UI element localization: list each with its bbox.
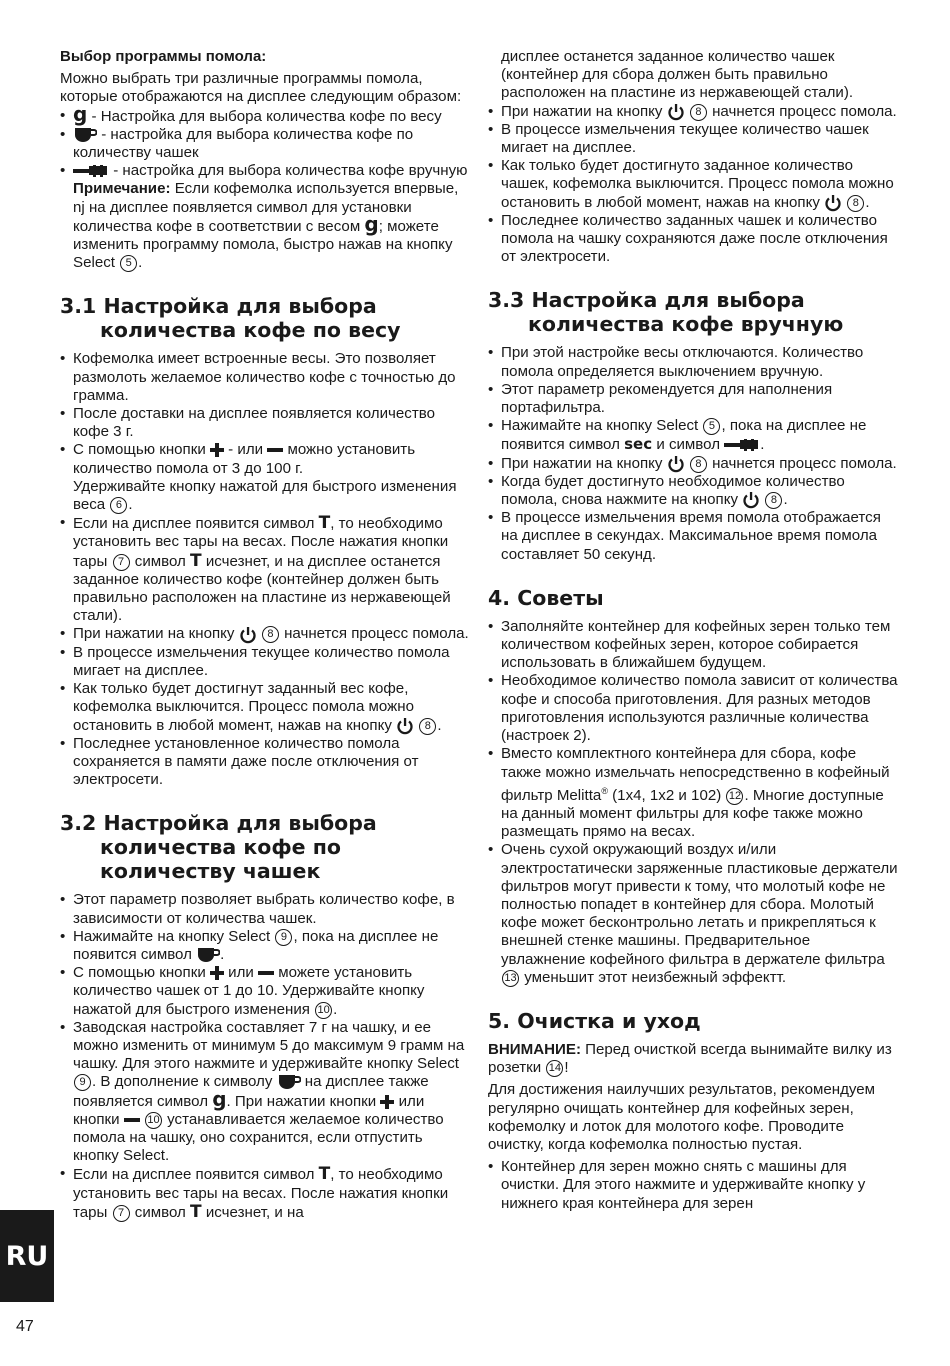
ref-9: 9 xyxy=(74,1074,91,1091)
grind-programs-note: Примечание: Если кофемолка используется впервые, nj на дисплее появляется символ для установки количества кофе в соответствии с весом g; можете изменить программу помола, быстро нажав на кнопку Select 5 . xyxy=(73,180,459,272)
list-item: • Кофемолка имеет встроенные весы. Это позволяет размолоть желаемое количество кофе с точностью до грамма. xyxy=(60,350,470,405)
tare-t-icon: T xyxy=(318,513,331,534)
section-3-3-list xyxy=(488,344,898,563)
section-3-2-heading: 3.2 Настройка для выбора количества кофе по количеству чашек xyxy=(60,811,377,884)
minus-icon xyxy=(267,443,283,457)
list-item: • Необходимое количество помола зависит от количества кофе и способа приготовления. Для разных методов приготовления используются различные количества (настроек 2). xyxy=(488,672,898,745)
minus-icon xyxy=(258,966,274,980)
list-item: • В процессе измельчения текущее количество чашек мигает на дисплее. xyxy=(488,121,898,157)
list-item: • В процессе измельчения текущее количество помола мигает на дисплее. xyxy=(60,644,470,680)
ref-12: 12 xyxy=(726,788,743,805)
list-item: • Очень сухой окружающий воздух и/или электростатически заряженные пластиковые держатели фильтров могут привести к тому, что молотый кофе не полностью попадет в контейнер для сбора. Молотый кофе может бесконтрольно летать и прикрепляться к внешней стенке машины. Предварительное увлажнение кофейного фильтра в держателе фильтра 13 уменьшит этот неизбежный эффектт. xyxy=(488,841,898,987)
section-3-1-list xyxy=(60,350,470,789)
weight-g-icon: g xyxy=(364,211,379,236)
continued-text: дисплее останется заданное количество чашек (контейнер для сбора должен быть правильно расположен на пластине из нержавеющей стали). xyxy=(501,48,854,102)
power-icon xyxy=(667,455,685,473)
list-item: • Заполняйте контейнер для кофейных зерен только тем количеством кофейных зерен, которое собирается использовать в ближайшем будущем. xyxy=(488,618,898,673)
cup-icon xyxy=(196,947,220,963)
list-item: • Заводская настройка составляет 7 г на чашку, и ее можно изменить от минимум 5 до максимум 9 грамм на чашку. Для этого нажмите и удерживайте кнопку Select 9 . В дополнение к символу на дисплее также появляется символ g. При нажатии кнопки или кнопки 10 устанавливается желаемое количество помола на чашку, оно сохранится, если отпустить кнопку Select. xyxy=(60,1019,470,1166)
plus-icon xyxy=(380,1095,394,1109)
ref-5: 5 xyxy=(703,418,720,435)
list-item: • Если на дисплее появится символ T, то необходимо установить вес тары на весах. После нажатия кнопки тары 7 символ T исчезнет, и на xyxy=(60,1165,470,1222)
cup-icon xyxy=(277,1074,301,1090)
list-item: • При нажатии на кнопку 8 начнется процесс помола. xyxy=(488,103,898,121)
ref-7: 7 xyxy=(113,1205,130,1222)
power-icon xyxy=(396,717,414,735)
grind-programs-list xyxy=(60,101,470,181)
list-item: • С помощью кнопки или можете установить количество чашек от 1 до 10. Удерживайте кнопку нажатой для быстрого изменения 10 . xyxy=(60,964,470,1019)
tare-t-icon: T xyxy=(318,1164,331,1185)
cleaning-paragraph: Для достижения наилучших результатов, рекомендуем регулярно очищать контейнер для кофейных зерен, кофемолку и лоток для молотого кофе. Проводите очистку, когда кофемолка полностью пустая. xyxy=(488,1081,876,1153)
ref-8: 8 xyxy=(262,626,279,643)
list-item: • Как только будет достигнуто заданное количество чашек, кофемолка выключится. Процесс помола можно остановить в любой момент, нажав на кнопку 8 . xyxy=(488,157,898,212)
power-icon xyxy=(824,194,842,212)
tare-t-icon: T xyxy=(190,1201,202,1222)
ref-8: 8 xyxy=(847,195,864,212)
ref-8: 8 xyxy=(765,492,782,509)
power-icon xyxy=(742,491,760,509)
section-5-list xyxy=(488,1158,898,1213)
ref-8: 8 xyxy=(419,718,436,735)
list-item: • Как только будет достигнут заданный вес кофе, кофемолка выключится. Процесс помола можно остановить в любой момент, нажав на кнопку 8 . xyxy=(60,680,470,735)
plus-icon xyxy=(210,966,224,980)
list-item: • Нажимайте на кнопку Select 9 , пока на дисплее не появится символ . xyxy=(60,928,470,964)
tare-t-icon: T xyxy=(190,550,202,571)
list-item: • Когда будет достигнуто необходимое количество помола, снова нажмите на кнопку 8 . xyxy=(488,473,898,509)
ref-14: 14 xyxy=(546,1060,563,1077)
list-item: • После доставки на дисплее появляется количество кофе 3 г. xyxy=(60,405,470,441)
ref-10: 10 xyxy=(145,1112,162,1129)
left-column xyxy=(60,44,470,1222)
list-item: • - настройка для выбора количества кофе по количеству чашек xyxy=(60,126,470,162)
ref-13: 13 xyxy=(502,970,519,987)
list-item: • Контейнер для зерен можно снять с машины для очистки. Для этого нажмите и удерживайте кнопку у нижнего края контейнера для зерен xyxy=(488,1158,898,1213)
page-number: 47 xyxy=(16,1318,34,1335)
minus-icon xyxy=(124,1113,140,1127)
ref-6: 6 xyxy=(110,497,127,514)
grind-programs-title: Выбор программы помола: xyxy=(60,48,267,65)
list-item: • Если на дисплее появится символ T, то необходимо установить вес тары на весах. После нажатия кнопки тары 7 символ T исчезнет, и на дисплее останется заданное количество кофе (контейнер должен быть правильно расположен на пластине из нержавеющей стали). xyxy=(60,514,470,625)
section-4-list xyxy=(488,618,898,987)
power-icon xyxy=(667,103,685,121)
ref-10: 10 xyxy=(315,1002,332,1019)
language-tab: RU xyxy=(0,1210,54,1302)
list-item: • Последнее количество заданных чашек и количество помола на чашку сохраняются даже после отключения от электросети. xyxy=(488,212,898,267)
list-item: • При нажатии на кнопку 8 начнется процесс помола. xyxy=(60,625,470,643)
sec-symbol-icon: sec xyxy=(624,435,653,454)
section-3-2-list-continued xyxy=(488,103,898,267)
list-item: • Этот параметр позволяет выбрать количество кофе, в зависимости от количества чашек. xyxy=(60,891,470,927)
weight-g-icon: g xyxy=(212,1086,227,1111)
section-3-2-list xyxy=(60,891,470,1222)
power-icon xyxy=(239,626,257,644)
portafilter-icon xyxy=(724,439,760,451)
list-item: • g - Настройка для выбора количества кофе по весу xyxy=(60,107,470,126)
ref-5: 5 xyxy=(120,255,137,272)
section-5-heading: 5. Очистка и уход xyxy=(488,1008,701,1033)
list-item: • Вместо комплектного контейнера для сбора, кофе также можно измельчать непосредственно в кофейный фильтр Melitta® (1x4, 1x2 и 102) 12 . Многие доступные на данный момент фильтры для кофе также можно размещать прямо на весах. xyxy=(488,745,898,841)
list-item: • При этой настройке весы отключаются. Количество помола определяется выключением вручную. xyxy=(488,344,898,380)
section-3-1-heading: 3.1 Настройка для выбора количества кофе по весу xyxy=(60,294,401,343)
list-item: • Этот параметр рекомендуется для наполнения портафильтра. xyxy=(488,381,898,417)
list-item: • При нажатии на кнопку 8 начнется процесс помола. xyxy=(488,455,898,473)
section-3-3-heading: 3.3 Настройка для выбора количества кофе вручную xyxy=(488,288,844,337)
list-item: • С помощью кнопки - или можно установить количество помола от 3 до 100 г. Удерживайте кнопку нажатой для быстрого изменения веса 6 . xyxy=(60,441,470,514)
plus-icon xyxy=(210,443,224,457)
list-item: • В процессе измельчения время помола отображается на дисплее в секундах. Максимальное время помола составляет 50 секунд. xyxy=(488,509,898,564)
list-item: • - настройка для выбора количества кофе вручную xyxy=(60,162,470,180)
ref-7: 7 xyxy=(113,554,130,571)
cup-icon xyxy=(73,127,97,143)
weight-g-icon: g xyxy=(73,101,88,126)
ref-9: 9 xyxy=(275,929,292,946)
warning-text: ВНИМАНИЕ: Перед очисткой всегда вынимайте вилку из розетки 14 ! xyxy=(488,1040,892,1077)
right-column xyxy=(488,44,898,1213)
grind-programs-intro: Можно выбрать три различные программы помола, которые отображаются на дисплее следующим образом: xyxy=(60,70,462,106)
list-item: • Последнее установленное количество помола сохраняется в памяти даже после отключения от электросети. xyxy=(60,735,470,790)
ref-8: 8 xyxy=(690,104,707,121)
ref-8: 8 xyxy=(690,456,707,473)
list-item: • Нажимайте на кнопку Select 5 , пока на дисплее не появится символ sec и символ . xyxy=(488,417,898,454)
portafilter-icon xyxy=(73,165,109,177)
section-4-heading: 4. Советы xyxy=(488,585,604,610)
